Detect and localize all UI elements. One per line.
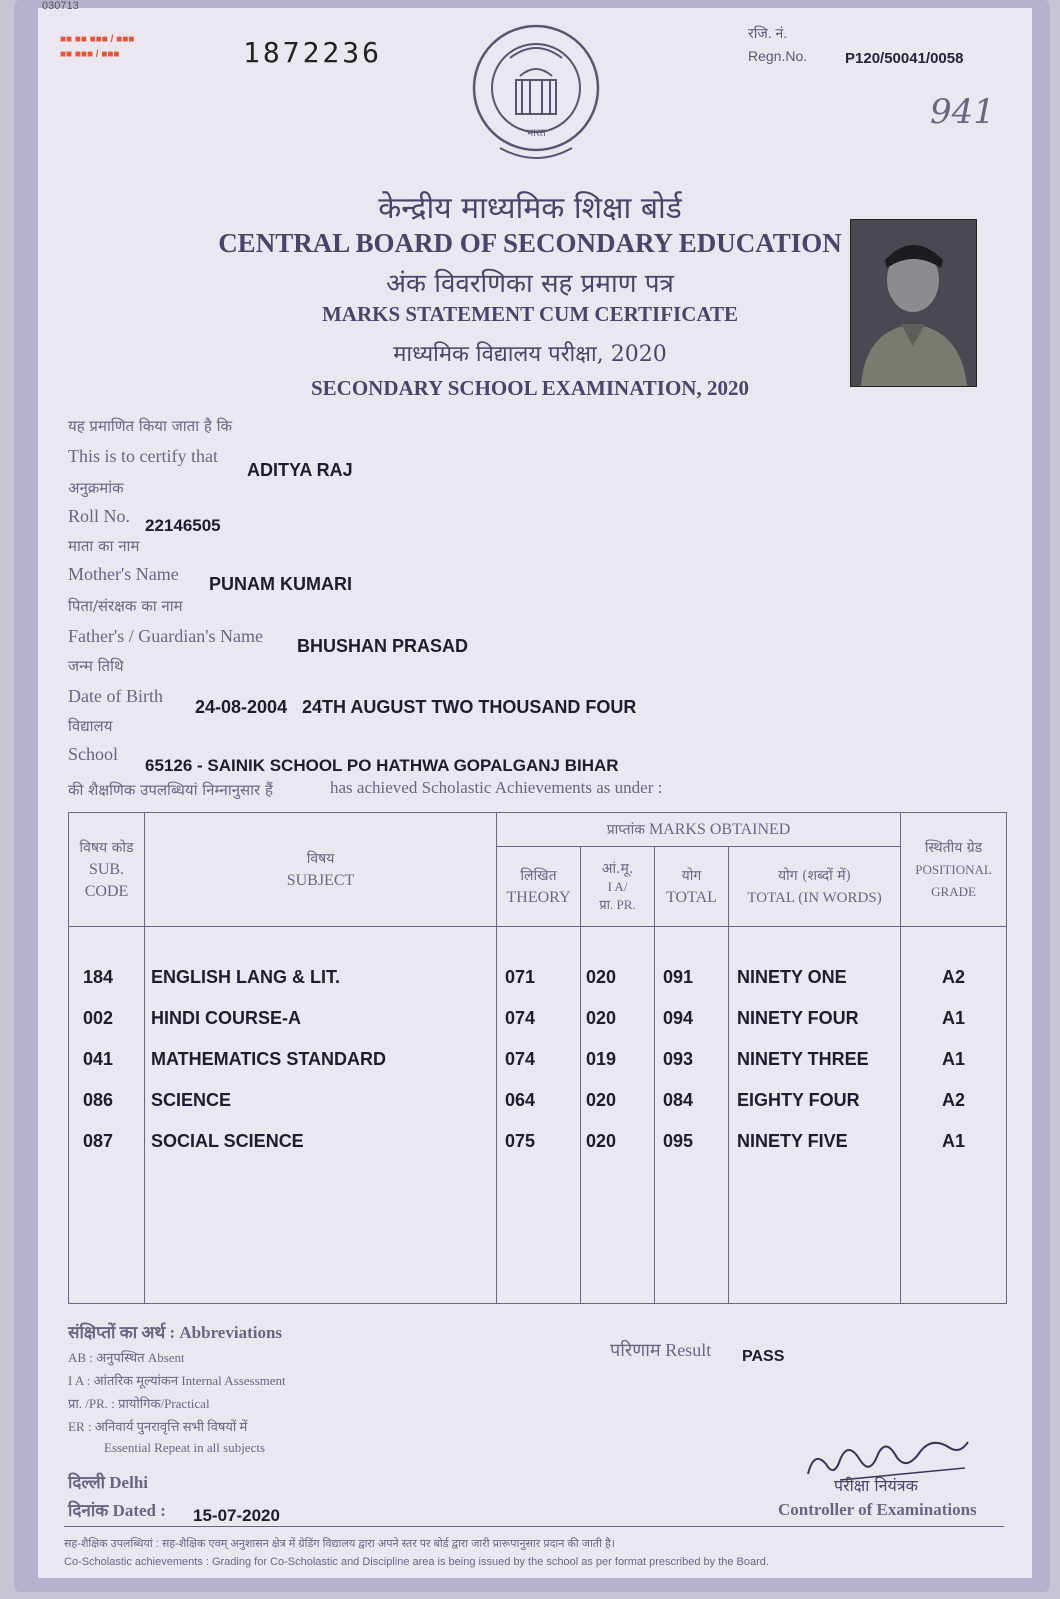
achieved-label: has achieved Scholastic Achievements as under : [330,778,663,797]
abbr-repeat-english: Essential Repeat in all subjects [104,1440,266,1455]
exam-title-hindi: माध्यमिक विद्यालय परीक्षा, 2020 [393,342,667,367]
red-stamp: ■■ ■■ ■■■ / ■■■ ■■ ■■■ / ■■■ [60,34,135,60]
total-header: योग TOTAL [655,847,729,927]
abbr-practical: प्रा. /PR. : प्रायोगिक/Practical [68,1396,210,1411]
marks-table [68,812,1007,1304]
exam-title-english: SECONDARY SCHOOL EXAMINATION, 2020 [311,376,749,400]
subject-column [145,927,497,1304]
cell-total: 094 [663,1008,694,1028]
cell-theory: 071 [505,967,536,987]
abbr-absent: AB : अनुपस्थित Absent [68,1350,185,1365]
cell-words: NINETY THREE [737,1049,869,1069]
cell-ia: 020 [586,967,617,987]
cell-grade: A2 [942,1090,966,1110]
total-words-header: योग (शब्दों में) TOTAL (IN WORDS) [729,847,901,927]
doc-title-english: MARKS STATEMENT CUM CERTIFICATE [321,302,738,326]
footer-note-hindi: सह-शैक्षिक उपलब्धियां : सह-शैक्षिक एवम् अनुशासन क्षेत्र में ग्रेडिंग विद्यालय द्वारा अपने स्तर पर बोर्ड द्वारा जारी प्रारूपानुसार प्रदान की जाती है। [64,1538,615,1550]
doc-title-hindi: अंक विवरणिका सह प्रमाण पत्र [386,269,674,299]
cell-code: 041 [83,1049,114,1069]
cell-code: 184 [83,967,114,987]
theory-header: लिखित THEORY [497,847,581,927]
grade-column [901,927,1007,1304]
cell-code: 086 [83,1090,114,1110]
abbr-repeat: ER : अनिवार्य पुनरावृत्ति सभी विषयों में [68,1419,248,1434]
abbr-internal: I A : आंतरिक मूल्यांकन Internal Assessment [68,1373,286,1388]
abbreviations-title: संक्षिप्तों का अर्थ : Abbreviations [68,1323,283,1342]
cell-grade: A2 [942,967,966,987]
cell-ia: 020 [586,1131,617,1151]
cell-words: NINETY ONE [737,967,847,987]
cell-theory: 075 [505,1131,536,1151]
cell-subject: SOCIAL SCIENCE [151,1131,304,1151]
cell-words: EIGHTY FOUR [737,1090,860,1110]
school-label-hindi: विद्यालय [68,717,113,735]
marks-obtained-header: प्राप्तांक MARKS OBTAINED [497,813,901,847]
father-label-hindi: पिता/संरक्षक का नाम [68,597,183,615]
student-name: ADITYA RAJ [247,460,353,480]
certify-label: This is to certify that [68,446,218,466]
cell-subject: SCIENCE [151,1090,232,1110]
result-label: परिणाम Result [610,1340,712,1360]
footer-divider [64,1526,1004,1527]
board-title-english: CENTRAL BOARD OF SECONDARY EDUCATION [218,228,842,258]
cell-grade: A1 [942,1049,966,1069]
cell-theory: 074 [505,1008,536,1028]
subject-header: विषय SUBJECT [145,813,497,927]
cell-words: NINETY FIVE [737,1131,848,1151]
board-title-hindi: केन्द्रीय माध्यमिक शिक्षा बोर्ड [378,191,682,226]
mother-label: Mother's Name [68,564,179,584]
words-column [729,927,901,1304]
mother-name: PUNAM KUMARI [209,574,352,594]
seal-text: भारत [526,128,546,139]
grade-header: स्थितीय ग्रेड POSITIONAL GRADE [901,813,1007,927]
certify-label-hindi: यह प्रमाणित किया जाता है कि [68,417,232,435]
cell-grade: A1 [942,1131,966,1151]
dob-value: 24-08-2004 [195,697,288,717]
theory-column [497,927,581,1304]
roll-label-hindi: अनुक्रमांक [68,479,124,497]
sub-code-header: विषय कोड SUB. CODE [69,813,145,927]
code-column [69,927,145,1304]
regn-number: P120/50041/0058 [845,50,964,67]
school-label: School [68,744,119,764]
cell-subject: ENGLISH LANG & LIT. [151,967,340,987]
school-name: 65126 - SAINIK SCHOOL PO HATHWA GOPALGANJ BIHAR [145,756,619,775]
total-column [655,927,729,1304]
ia-column [581,927,655,1304]
cell-words: NINETY FOUR [737,1008,859,1028]
cbse-seal-icon [470,18,602,170]
cell-ia: 019 [586,1049,617,1069]
cell-code: 087 [83,1131,114,1151]
mother-label-hindi: माता का नाम [68,537,140,555]
cell-total: 093 [663,1049,694,1069]
cell-theory: 074 [505,1049,536,1069]
cell-code: 002 [83,1008,114,1028]
cell-grade: A1 [942,1008,966,1028]
cell-subject: MATHEMATICS STANDARD [151,1049,386,1069]
dob-label: Date of Birth [68,686,163,706]
father-label: Father's / Guardian's Name [68,626,263,646]
cell-subject: HINDI COURSE-A [151,1008,302,1028]
dob-words: 24TH AUGUST TWO THOUSAND FOUR [302,697,637,717]
footer-note: Co-Scholastic achievements : Grading for Co-Scholastic and Discipline area is being issued by the school as per format prescribed by the Board. [64,1556,769,1568]
regn-label: Regn.No. [748,48,808,64]
controller-label-hindi: परीक्षा नियंत्रक [834,1476,918,1495]
dob-label-hindi: जन्म तिथि [68,657,124,675]
result-value: PASS [742,1348,785,1365]
regn-label-hindi: रजि. नं. [748,25,788,41]
ia-header: आं.मू. I A/ प्रा. PR. [581,847,655,927]
achieved-label-hindi: की शैक्षणिक उपलब्धियां निम्नानुसार हैं [68,781,273,799]
student-photo [850,219,977,387]
controller-label: Controller of Examinations [778,1500,977,1519]
dated-label: दिनांक Dated : [68,1501,166,1520]
issue-date: 15-07-2020 [193,1506,280,1525]
cell-total: 084 [663,1090,694,1110]
place-label: दिल्ली Delhi [68,1473,148,1492]
serial-number: 1872236 [243,36,383,69]
handwritten-number: 941 [930,92,995,132]
roll-number: 22146505 [145,516,221,535]
cell-ia: 020 [586,1008,617,1028]
corner-code: 030713 [42,0,79,12]
cell-theory: 064 [505,1090,536,1110]
cell-total: 095 [663,1131,694,1151]
father-name: BHUSHAN PRASAD [297,636,469,656]
roll-label: Roll No. [68,506,131,526]
cell-total: 091 [663,967,694,987]
cell-ia: 020 [586,1090,617,1110]
